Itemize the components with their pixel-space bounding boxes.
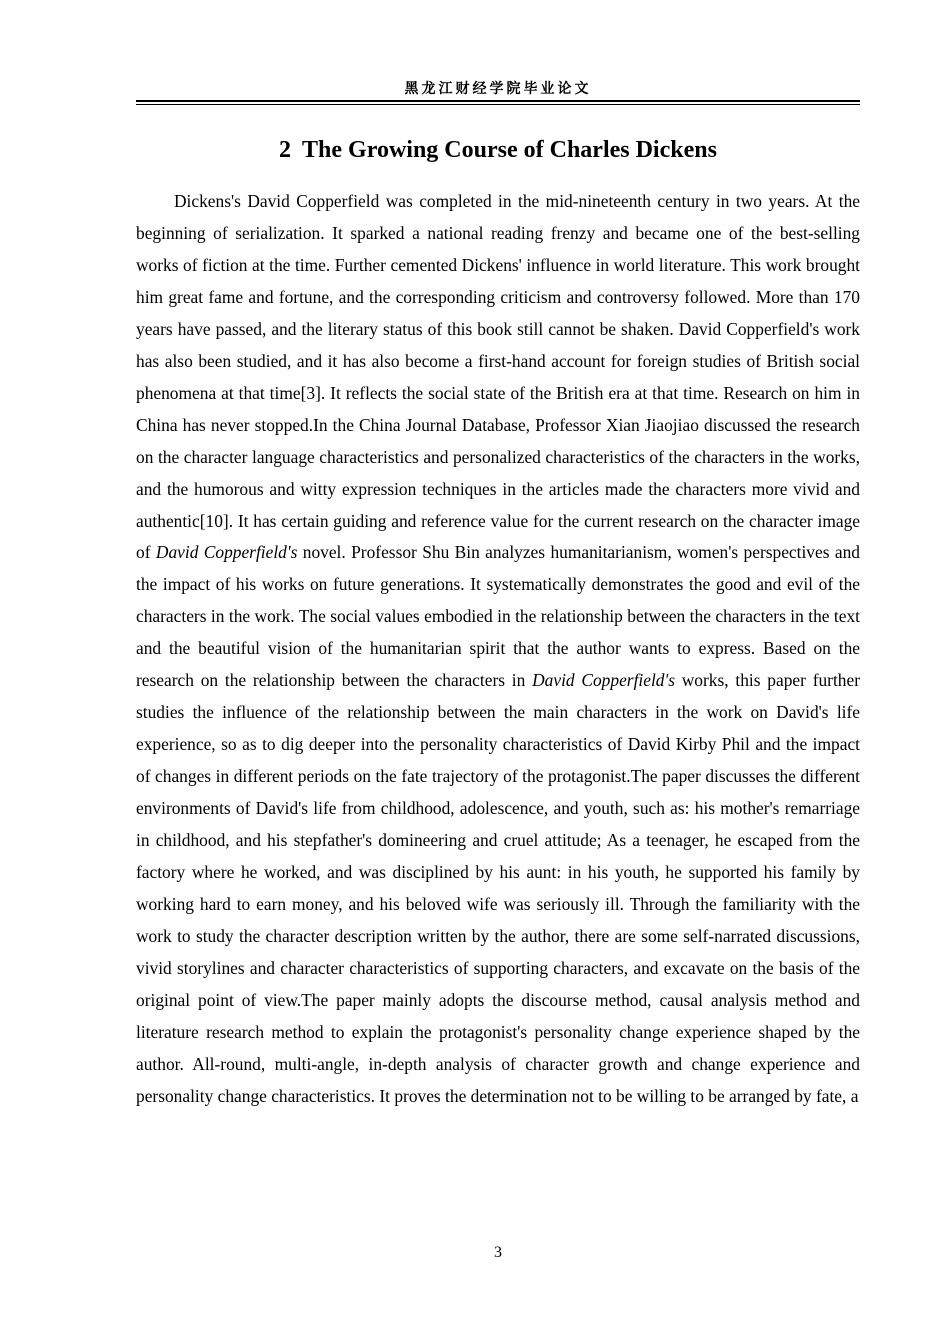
chapter-title: The Growing Course of Charles Dickens <box>302 137 717 163</box>
paragraph-text-1: Dickens's David Copperfield was completed in the mid-nineteenth century in two years. At the beginning of serialization. It sparked a national reading frenzy and became one of the best-selling works of fiction at the time. Further cemented Dickens' influence in world literature. This work brought him great fame and fortune, and the corresponding criticism and controversy followed. More than 170 years have passed, and the literary status of this book still cannot be shaken. David Copperfield's work has also been studied, and it has also become a first-hand account for foreign studies of British social phenomena at that time[3]. It reflects the social state of the British era at that time. Research on him in China has never stopped.In the China Journal Database, Professor Xian Jiaojiao discussed the research on the character language characteristics and personalized characteristics of the characters in the works, and the humorous and witty expression techniques in the articles made the characters more vivid and authentic[10]. It has certain guiding and reference value for the current research on the character image of <box>136 191 860 563</box>
italic-book-title-2: David Copperfield's <box>532 670 675 691</box>
header-rule-thick <box>136 100 860 102</box>
chapter-number: 2 <box>279 137 292 163</box>
chapter-heading <box>136 133 860 167</box>
running-header-title: 黑龙江财经学院毕业论文 <box>404 82 592 97</box>
paragraph-text-2: novel. Professor Shu Bin analyzes humanitarianism, women's perspectives and the impact of his works on future generations. It systematically demonstrates the good and evil of the characters in the work. The social values embodied in the relationship between the characters in the text and the beautiful vision of the humanitarian spirit that the author wants to express. Based on the research on the relationship between the characters in <box>136 542 860 691</box>
header-rule-thin <box>136 104 860 105</box>
italic-book-title-1: David Copperfield's <box>155 542 298 563</box>
paragraph-text-3: works, this paper further studies the influence of the relationship between the main characters in the work on David's life experience, so as to dig deeper into the personality characteristics of David Kirby Phil and the impact of changes in different periods on the fate trajectory of the protagonist.The paper discusses the different environments of David's life from childhood, adolescence, and youth, such as: his mother's remarriage in childhood, and his stepfather's domineering and cruel attitude; As a teenager, he escaped from the factory where he worked, and was disciplined by his aunt: in his youth, he supported his family by working hard to earn money, and his beloved wife was seriously ill. Through the familiarity with the work to study the character description written by the author, there are some self-narrated discussions, vivid storylines and character characteristics of supporting characters, and excavate on the basis of the original point of view.The paper mainly adopts the discourse method, causal analysis method and literature research method to explain the protagonist's personality change experience shaped by the author. All-round, multi-angle, in-depth analysis of character growth and change experience and personality change characteristics. It proves the determination not to be willing to be arranged by fate, a <box>136 670 861 1106</box>
page-number: 3 <box>494 1244 502 1261</box>
body-paragraph <box>136 186 860 1113</box>
